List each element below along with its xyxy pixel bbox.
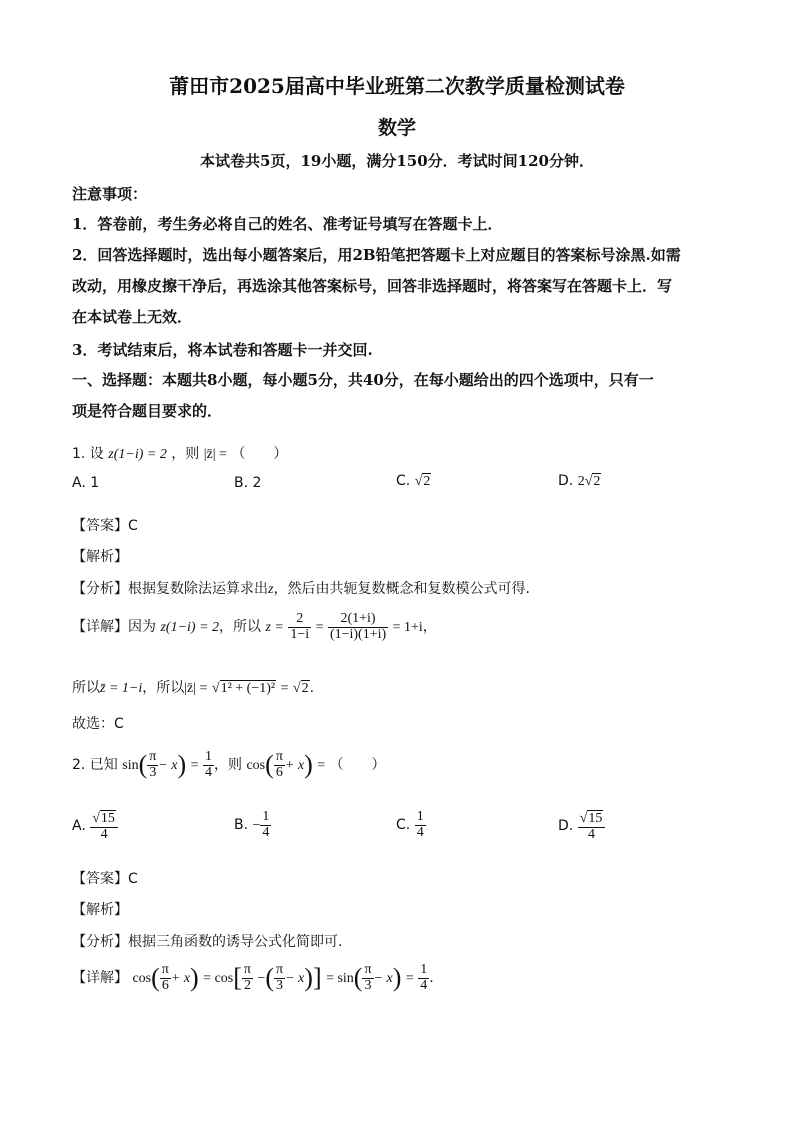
- q1-detail-tag: 【详解】: [72, 619, 128, 636]
- q2-option-b: B. − $\frac{1}{4}$: [234, 809, 270, 840]
- q1-option-d-label: D.: [558, 473, 574, 489]
- q1-answer: 【答案】C: [72, 518, 138, 534]
- q1-option-c: C. √2: [396, 473, 431, 489]
- q1-detail-fraction-1: $\frac{2}{1-i}$: [290, 611, 310, 642]
- q1-line2-mod: |z̄| =: [184, 681, 208, 696]
- q1-detail-result: = 1+i: [392, 620, 423, 636]
- notice-item-2-line-1: 2．回答选择题时，选出每小题答案后，用2B铅笔把答题卡上对应题目的答案标号涂黑.如需: [72, 246, 681, 264]
- q1-analysis-tag: 【解析】: [72, 549, 128, 565]
- q1-line2-zbar: z̄ = 1−i: [100, 681, 143, 696]
- q2-option-d-fraction: $\frac{√15}{4}$: [578, 810, 606, 842]
- q1-option-c-value: 2: [423, 474, 431, 489]
- q2-paren: （ ）: [329, 757, 386, 774]
- q1-detail-because: 因为: [128, 619, 156, 636]
- q1-detail-z: z =: [265, 620, 284, 636]
- question-2: 2. 已知 sin( $\frac{\pi}{3}$ − x) = $\frac{1}{4}$ ，则 cos( $\frac{\pi}{6}$ + x) = （ ）: [72, 749, 386, 780]
- page-title: 莆田市2025届高中毕业班第二次教学质量检测试卷: [169, 74, 625, 98]
- q1-fenxi-text: 根据复数除法运算求出: [128, 581, 268, 597]
- section-heading-line-2: 项是符合题目要求的．: [72, 402, 223, 420]
- q2-fenxi: [72, 931, 342, 951]
- q1-line2-so: 所以: [72, 680, 100, 696]
- notice-item-2-line-2: 改动，用橡皮擦干净后，再选涂其他答案标号，回答非选择题时，将答案写在答题卡上．写: [72, 277, 673, 295]
- q1-line2-result: 2: [301, 681, 309, 696]
- question-1: [72, 443, 287, 463]
- q1-prefix: 1. 设: [72, 446, 104, 462]
- q1-option-d-coef: 2: [577, 474, 585, 489]
- section-heading-line-1: 一、选择题：本题共8小题，每小题5分，共40分，在每小题给出的四个选项中，只有一: [72, 371, 654, 389]
- notice-item-1: 1．答卷前，考生务必将自己的姓名、准考证号填写在答题卡上．: [72, 215, 503, 233]
- q1-fenxi-text-2: ，然后由共轭复数概念和复数模公式可得.: [273, 581, 530, 597]
- notice-item-2-line-3: 在本试卷上无效．: [72, 308, 193, 326]
- q1-detail-fraction-2: $\frac{2(1+i)}{(1-i)(1+i)}$: [329, 611, 387, 642]
- q2-cos: cos: [246, 758, 266, 774]
- q1-detail-cond: z(1−i) = 2: [160, 620, 220, 636]
- q1-detail-eq: =: [315, 620, 324, 636]
- q1-mid: ，则: [171, 446, 200, 462]
- q1-fenxi-tag: 【分析】: [72, 581, 128, 597]
- q1-condition: z(1−i) = 2: [108, 447, 167, 462]
- q2-option-a: A. $\frac{√15}{4}$: [72, 810, 118, 842]
- q2-pi-over-3: $\frac{\pi}{3}$: [149, 749, 157, 780]
- q1-option-d-value: 2: [593, 474, 601, 489]
- q1-line2-eq: =: [280, 681, 289, 696]
- exam-info: 本试卷共5页，19小题，满分150分．考试时间120分钟．: [200, 152, 594, 170]
- q2-analysis-tag: 【解析】: [72, 902, 128, 918]
- q1-line2-so2: ，所以: [142, 680, 185, 696]
- q2-pi-over-6: $\frac{\pi}{6}$: [275, 749, 283, 780]
- q2-option-b-fraction: $\frac{1}{4}$: [262, 809, 270, 840]
- notice-heading: 注意事项：: [72, 185, 148, 203]
- q1-detail-so: ，所以: [219, 619, 262, 636]
- q1-option-a: A. 1: [72, 475, 100, 491]
- q1-fenxi: [72, 578, 530, 598]
- q2-option-c: C. $\frac{1}{4}$: [396, 809, 424, 840]
- q1-detail-line-2: 所以z̄ = 1−i，所以|z̄| = √1² + (−1)² = √2.: [72, 680, 315, 696]
- q2-fenxi-tag: 【分析】: [72, 934, 128, 950]
- q2-mid: ，则: [214, 757, 243, 774]
- q2-minus-x: − x: [158, 758, 178, 774]
- q1-line2-sqrt: 1² + (−1)²: [220, 681, 276, 696]
- q2-option-d: D. $\frac{√15}{4}$: [558, 810, 605, 842]
- q2-detail: 【详解】 cos( $\frac{\pi}{6}$ + x) = cos[ $\frac{\pi}{2}$ −( $\frac{\pi}{3}$ − x)] = sin( $\frac{\pi}{3}$ − x) = $\frac{1}{4}$ .: [72, 962, 434, 993]
- subject-title: 数学: [377, 117, 416, 139]
- q1-paren: （ ）: [231, 446, 288, 462]
- q2-one-quarter: $\frac{1}{4}$: [205, 749, 213, 780]
- q2-answer: 【答案】C: [72, 871, 138, 887]
- q1-option-d: D. 2√2: [558, 473, 601, 489]
- q2-fenxi-text: 根据三角函数的诱导公式化简即可.: [128, 934, 343, 950]
- q2-sin: sin: [122, 758, 139, 774]
- notice-item-3: 3．考试结束后，将本试卷和答题卡一并交回.: [72, 341, 373, 359]
- q2-prefix: 2. 已知: [72, 757, 118, 774]
- q2-option-a-fraction: $\frac{√15}{4}$: [90, 810, 118, 842]
- q1-fenxi-z: z: [268, 582, 274, 597]
- q1-ask: |z̄| =: [203, 447, 227, 462]
- q2-detail-tag: 【详解】: [72, 970, 128, 987]
- q1-line2-end: .: [309, 680, 315, 696]
- q2-option-c-fraction: $\frac{1}{4}$: [416, 809, 424, 840]
- q1-detail: [72, 612, 437, 642]
- q2-eq: =: [190, 758, 199, 774]
- q2-plus-x: + x: [284, 758, 305, 774]
- q1-option-b: B. 2: [234, 475, 262, 491]
- q2-ask-eq: =: [317, 758, 326, 774]
- q1-option-c-label: C.: [396, 473, 411, 489]
- q1-choose: 故选：C: [72, 716, 124, 732]
- q1-detail-tail: ，: [422, 619, 437, 636]
